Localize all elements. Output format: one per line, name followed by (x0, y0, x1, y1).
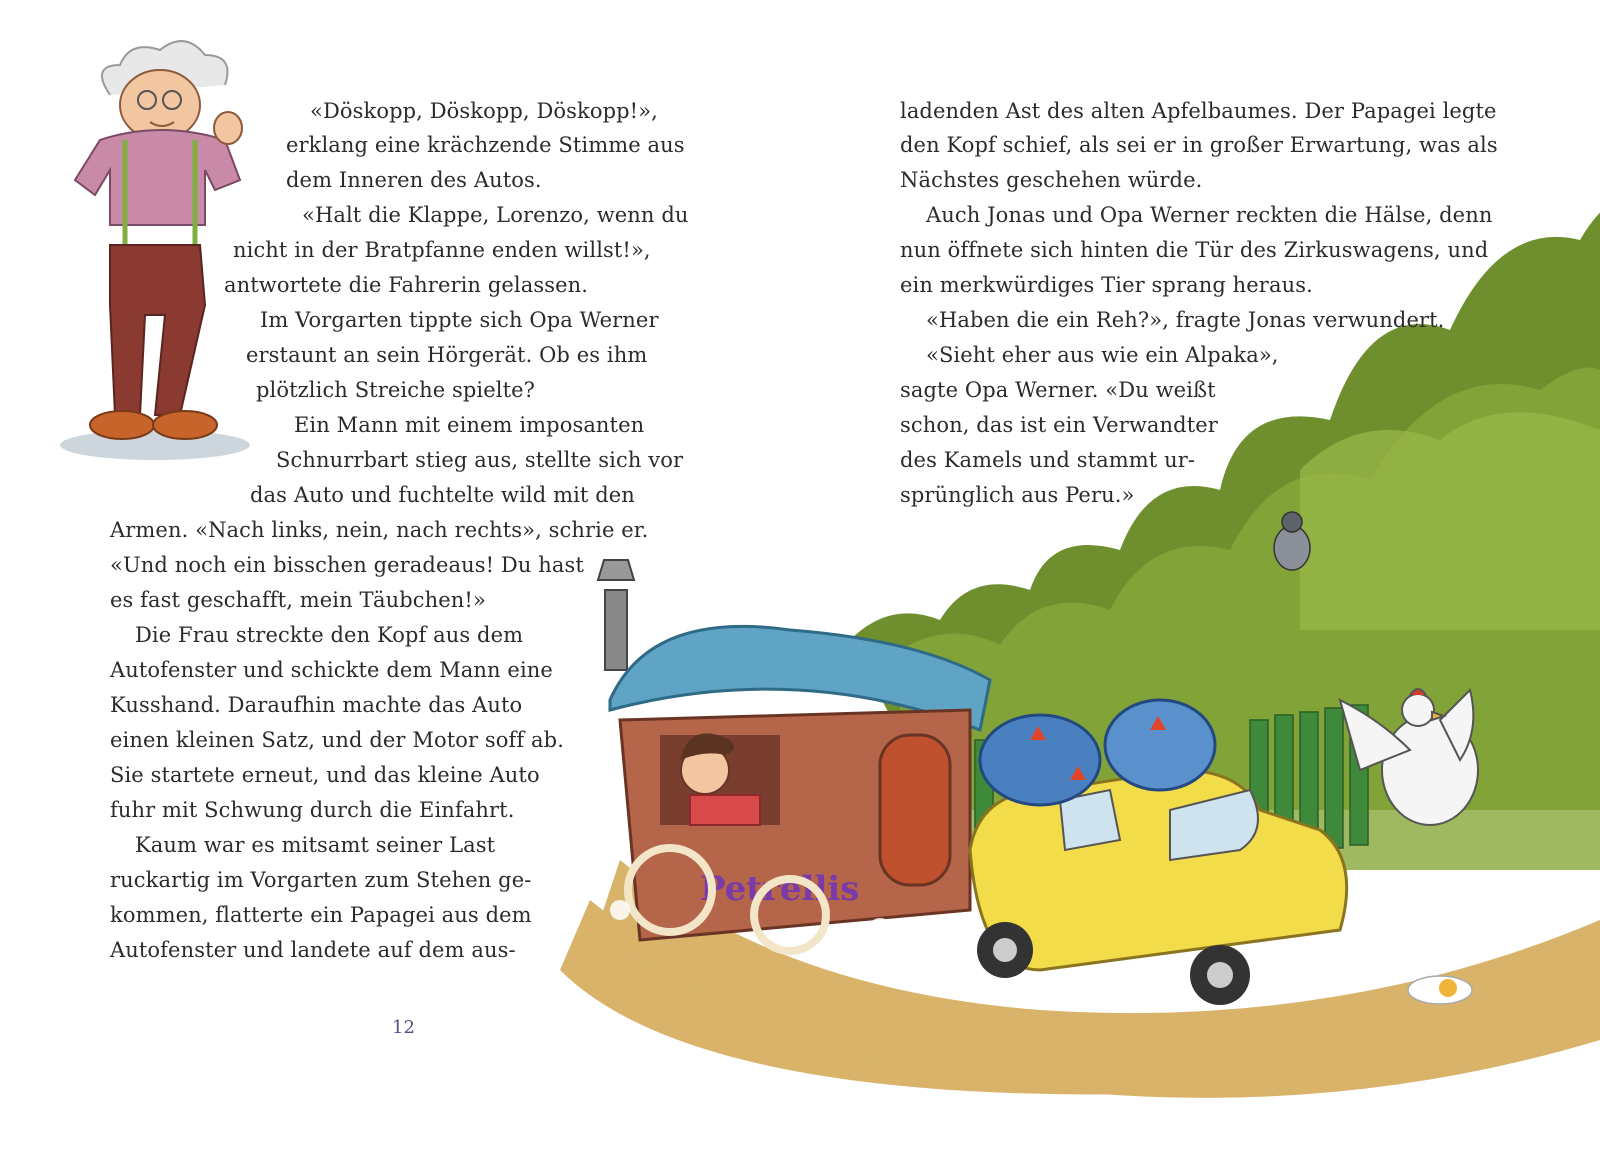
text-line: das Auto und fuchtelte wild mit den (250, 483, 635, 507)
text-line: es fast geschafft, mein Täubchen!» (110, 588, 486, 612)
text-line: erstaunt an sein Hörgerät. Ob es ihm (246, 343, 648, 367)
text-line: Die Frau streckte den Kopf aus dem (135, 623, 524, 647)
text-line: sagte Opa Werner. «Du weißt (900, 378, 1216, 402)
text-line: ruckartig im Vorgarten zum Stehen ge- (110, 868, 532, 892)
text-line: Sie startete erneut, und das kleine Auto (110, 763, 540, 787)
text-line: fuhr mit Schwung durch die Einfahrt. (110, 798, 515, 822)
text-line: «Sieht eher aus wie ein Alpaka», (926, 343, 1279, 367)
text-line: plötzlich Streiche spielte? (256, 378, 536, 402)
page-number: 12 (392, 1017, 415, 1038)
text-line: einen kleinen Satz, und der Motor soff ab. (110, 728, 564, 752)
text-line: «Halt die Klappe, Lorenzo, wenn du (302, 203, 689, 227)
grandpa-illustration (60, 41, 250, 460)
text-line: erklang eine krächzende Stimme aus (286, 133, 685, 157)
text-line: Kusshand. Daraufhin machte das Auto (110, 693, 523, 717)
text-line: Autofenster und landete auf dem aus- (110, 938, 516, 962)
text-line: Auch Jonas und Opa Werner reckten die Hälse, denn (926, 203, 1493, 227)
text-line: «Und noch ein bisschen geradeaus! Du hast (110, 553, 584, 577)
text-line: Autofenster und schickte dem Mann eine (110, 658, 553, 682)
text-line: dem Inneren des Autos. (286, 168, 542, 192)
text-line: Kaum war es mitsamt seiner Last (135, 833, 496, 857)
text-line: schon, das ist ein Verwandter (900, 413, 1218, 437)
text-line: antwortete die Fahrerin gelassen. (224, 273, 589, 297)
text-line: Im Vorgarten tippte sich Opa Werner (260, 308, 659, 332)
text-line: «Döskopp, Döskopp, Döskopp!», (310, 99, 658, 123)
text-line: «Haben die ein Reh?», fragte Jonas verwundert. (926, 308, 1445, 332)
text-line: Ein Mann mit einem imposanten (294, 413, 645, 437)
text-line: sprünglich aus Peru.» (900, 483, 1135, 507)
text-line: kommen, flatterte ein Papagei aus dem (110, 903, 532, 927)
text-line: ladenden Ast des alten Apfelbaumes. Der Papagei legte (900, 99, 1497, 123)
text-line: den Kopf schief, als sei er in großer Erwartung, was als (900, 133, 1498, 157)
text-line: nicht in der Bratpfanne enden willst!», (233, 238, 651, 262)
text-line: Nächstes geschehen würde. (900, 168, 1203, 192)
text-line: Schnurrbart stieg aus, stellte sich vor (276, 448, 684, 472)
text-line: des Kamels und stammt ur- (900, 448, 1196, 472)
text-line: Armen. «Nach links, nein, nach rechts», schrie er. (110, 518, 649, 542)
text-line: ein merkwürdiges Tier sprang heraus. (900, 273, 1313, 297)
text-line: nun öffnete sich hinten die Tür des Zirkuswagens, und (900, 238, 1489, 262)
wagon-lettering: Petrellis (700, 869, 860, 909)
